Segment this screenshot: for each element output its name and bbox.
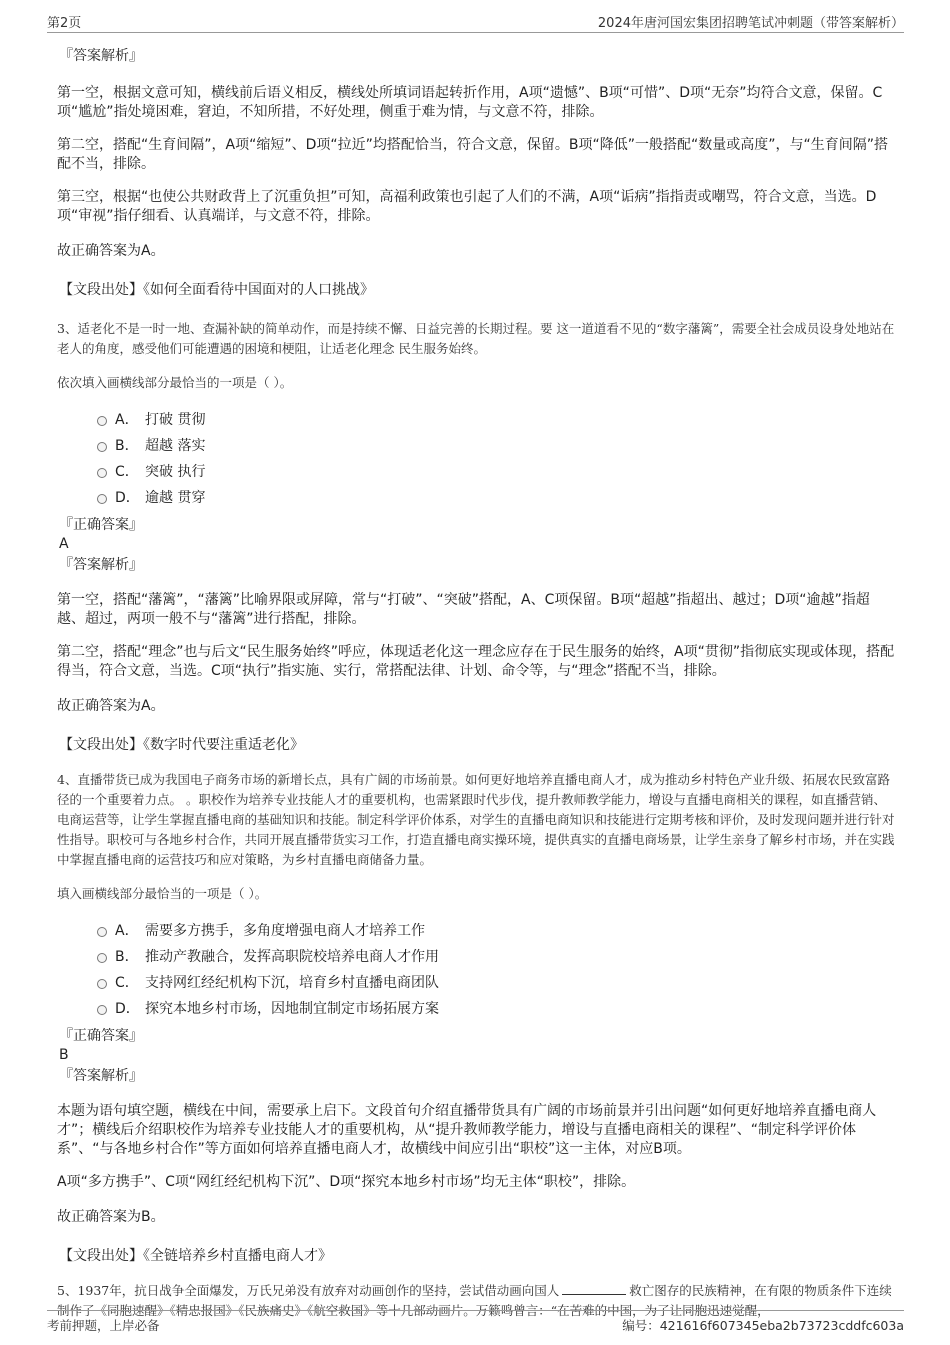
radio-button-icon[interactable]	[97, 953, 107, 963]
correct-answer: B	[59, 1047, 69, 1063]
radio-button-icon[interactable]	[97, 1005, 107, 1015]
option-letter: A．	[115, 923, 139, 939]
option-b[interactable]	[97, 944, 897, 970]
option-text: 打破 贯彻	[145, 412, 206, 428]
source-citation: 【文段出处】《数字时代要注重适老化》	[59, 737, 304, 753]
option-letter: B．	[115, 949, 139, 965]
question-3-options	[97, 407, 897, 511]
document-title: 2024年唐河国宏集团招聘笔试冲刺题（带答案解析）	[597, 16, 904, 31]
option-a[interactable]	[97, 407, 897, 433]
option-letter: D．	[115, 490, 140, 506]
analysis-conclusion: 故正确答案为B。	[57, 1209, 165, 1225]
question-5-text-start: 5、1937年，抗日战争全面爆发，万氏兄弟没有放弃对动画创作的坚持，尝试借动画向国人	[57, 1283, 560, 1298]
option-c[interactable]	[97, 970, 897, 996]
option-text: 需要多方携手，多角度增强电商人才培养工作	[145, 923, 425, 939]
option-d[interactable]	[97, 996, 897, 1022]
analysis-label: 『答案解析』	[59, 48, 143, 64]
page-footer	[47, 1310, 904, 1337]
question-4-text: 4、直播带货已成为我国电子商务市场的新增长点，具有广阔的市场前景。如何更好地培养直播电商人才，成为推动乡村特色产业升级、拓展农民致富路径的一个重要着力点。 。职校作为培养专业技能人才的重要机构，也需紧跟时代步伐，提升教师教学能力，增设与直播电商相关的课程，如直播营销、电商运营等，让学生掌握直播电商的基础知识和技能。制定科学评价体系，对学生的直播电商知识和技能进行定期考核和评价，及时发现问题并进行针对性指导。职校可与各地乡村合作，共同开展直播带货实习工作，打造直播电商实操环境，提供真实的直播电商场景，让学生亲身了解乡村市场，并在实践中掌握直播电商的运营技巧和应对策略，为乡村直播电商储备力量。	[57, 772, 895, 867]
radio-button-icon[interactable]	[97, 927, 107, 937]
correct-answer-label: 『正确答案』	[59, 1028, 143, 1044]
fill-in-blank	[562, 1282, 626, 1295]
radio-button-icon[interactable]	[97, 468, 107, 478]
radio-button-icon[interactable]	[97, 494, 107, 504]
analysis-paragraph: 第二空，搭配“理念”也与后文“民生服务始终”呼应，体现适老化这一理念应存在于民生服务的始终，A项“贯彻”指彻底实现或体现，搭配得当，符合文意，当选。C项“执行”指实施、实行，常搭配法律、计划、命令等，与“理念”搭配不当，排除。	[57, 644, 895, 679]
question-4-prompt: 填入画横线部分最恰当的一项是（ ）。	[57, 886, 268, 901]
option-letter: A．	[115, 412, 139, 428]
option-letter: C．	[115, 464, 139, 480]
question-5-text-rest: 救亡图存的民族精神，在有限的物质条件下连续制作了《同胞速醒》《精忠报国》《民族痛史》《航空救国》等十几部动画片。万籁鸣曾言：“在苦难的中国，为了让同胞迅速觉醒，	[57, 1283, 892, 1318]
radio-button-icon[interactable]	[97, 442, 107, 452]
document-id: 编号：421616f607345eba2b73723cddfc603a	[622, 1318, 904, 1333]
option-letter: C．	[115, 975, 139, 991]
analysis-paragraph: 第一空，搭配“藩篱”，“藩篱”比喻界限或屏障，常与“打破”、“突破”搭配，A、C项保留。B项“超越”指超出、越过；D项“逾越”指超越、超过，两项一般不与“藩篱”进行搭配，排除。	[57, 592, 870, 627]
analysis-label: 『答案解析』	[59, 1068, 143, 1084]
correct-answer: A	[59, 536, 69, 552]
source-citation: 【文段出处】《如何全面看待中国面对的人口挑战》	[59, 282, 374, 298]
analysis-paragraph: 第二空，搭配“生育间隔”，A项“缩短”、D项“拉近”均搭配恰当，符合文意，保留。B项“降低”一般搭配“数量或高度”，与“生育间隔”搭配不当，排除。	[57, 137, 888, 172]
question-3-text: 3、适老化不是一时一地、查漏补缺的简单动作，而是持续不懈、日益完善的长期过程。要 这一道道看不见的“数字藩篱”，需要全社会成员设身处地站在老人的角度，感受他们可能遭遇的困境和梗阻，让适老化理念 民生服务始终。	[57, 321, 895, 356]
option-c[interactable]	[97, 459, 897, 485]
option-text: 探究本地乡村市场，因地制宜制定市场拓展方案	[145, 1001, 439, 1017]
option-text: 推动产教融合，发挥高职院校培养电商人才作用	[145, 949, 439, 965]
analysis-paragraph: A项“多方携手”、C项“网红经纪机构下沉”、D项“探究本地乡村市场”均无主体“职校”，排除。	[57, 1174, 636, 1190]
analysis-conclusion: 故正确答案为A。	[57, 698, 165, 714]
option-a[interactable]	[97, 918, 897, 944]
analysis-paragraph: 本题为语句填空题，横线在中间，需要承上启下。文段首句介绍直播带货具有广阔的市场前景并引出问题“如何更好地培养直播电商人才”；横线后介绍职校作为培养专业技能人才的重要机构，从“提升教师教学能力，增设与直播电商相关的课程”、“制定科学评价体系”、“与各地乡村合作”等方面如何培养直播电商人才，故横线中间应引出“职校”这一主体，对应B项。	[57, 1103, 877, 1157]
analysis-label: 『答案解析』	[59, 557, 143, 573]
option-text: 支持网红经纪机构下沉，培育乡村直播电商团队	[145, 975, 439, 991]
analysis-paragraph: 第三空，根据“也使公共财政背上了沉重负担”可知，高福利政策也引起了人们的不满，A项“诟病”指指责或嘲骂，符合文意，当选。D项“审视”指仔细看、认真端详，与文意不符，排除。	[57, 189, 877, 224]
option-letter: B．	[115, 438, 139, 454]
page-header	[47, 10, 904, 33]
analysis-paragraph: 第一空，根据文意可知，横线前后语义相反，横线处所填词语起转折作用，A项“遗憾”、B项“可惜”、D项“无奈”均符合文意，保留。C项“尴尬”指处境困难，窘迫，不知所措，不好处理，侧重于难为情，与文意不符，排除。	[57, 85, 883, 120]
correct-answer-label: 『正确答案』	[59, 517, 143, 533]
page-content	[57, 38, 897, 1321]
page-number: 第2页	[47, 16, 82, 31]
question-3-prompt: 依次填入画横线部分最恰当的一项是（ ）。	[57, 375, 293, 390]
option-text: 超越 落实	[145, 438, 206, 454]
option-letter: D．	[115, 1001, 140, 1017]
footer-slogan: 考前押题，上岸必备	[47, 1318, 160, 1333]
option-text: 逾越 贯穿	[145, 490, 206, 506]
option-text: 突破 执行	[145, 464, 206, 480]
option-b[interactable]	[97, 433, 897, 459]
question-4-options	[97, 918, 897, 1022]
option-d[interactable]	[97, 485, 897, 511]
source-citation: 【文段出处】《全链培养乡村直播电商人才》	[59, 1248, 332, 1264]
radio-button-icon[interactable]	[97, 416, 107, 426]
analysis-conclusion: 故正确答案为A。	[57, 243, 165, 259]
radio-button-icon[interactable]	[97, 979, 107, 989]
